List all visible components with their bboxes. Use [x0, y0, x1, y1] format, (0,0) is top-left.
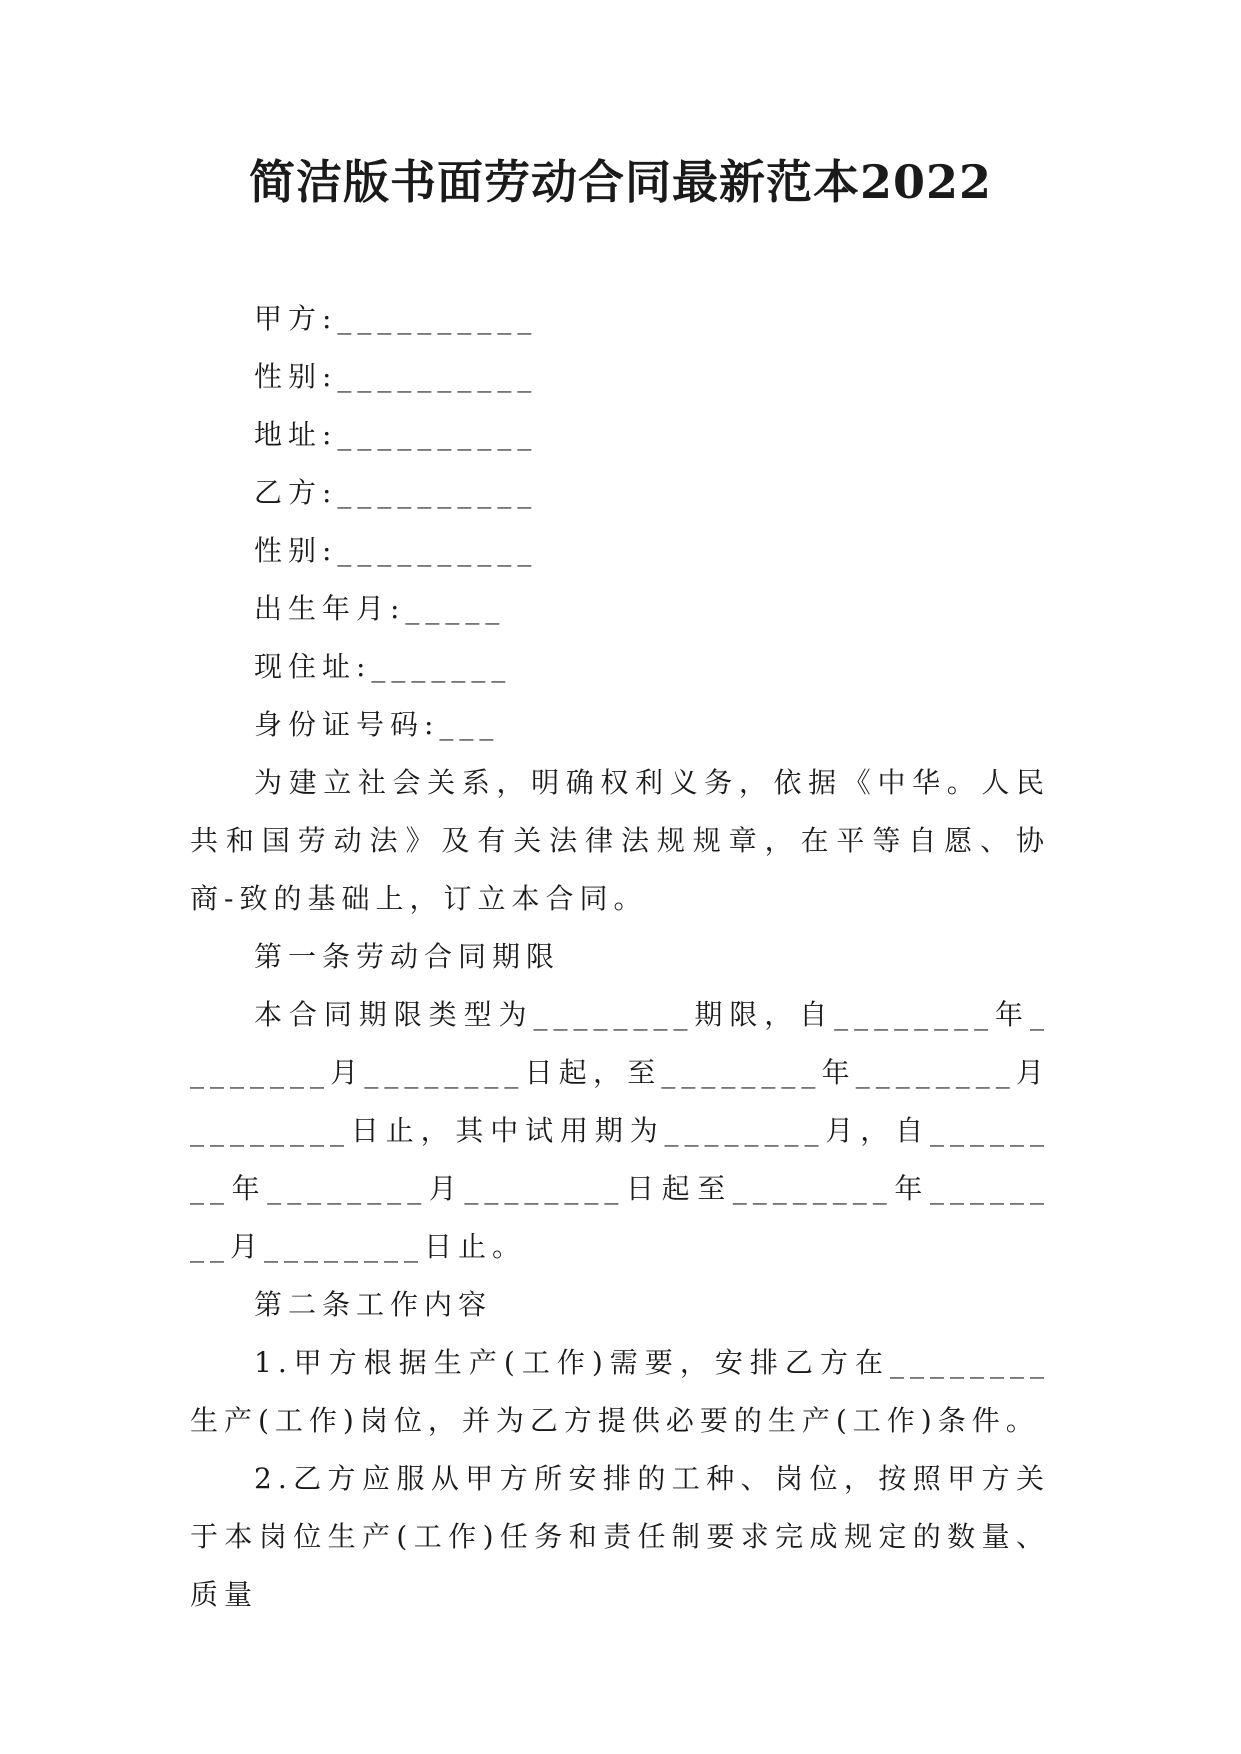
article-2-item-2: 2.乙方应服从甲方所安排的工种、岗位，按照甲方关于本岗位生产(工作)任务和责任制要求完成规定的数量、质量	[190, 1462, 1050, 1611]
field-birth-date: 出生年月:_____	[254, 592, 506, 625]
field-id-number: 身份证号码:___	[254, 708, 500, 741]
field-current-address: 现住址:_______	[254, 650, 512, 683]
article-2-heading: 第二条工作内容	[254, 1288, 493, 1321]
field-party-b: 乙方:__________	[254, 476, 538, 509]
field-address-a: 地址:__________	[254, 418, 538, 451]
article-1-text: 本合同期限类型为________期限，自________年________月________日起，至________年________月________日止，其中试用期为________月，自________年________月________日起至________年________月________日止。	[190, 998, 1050, 1263]
document-title: 简洁版书面劳动合同最新范本2022	[248, 155, 993, 209]
field-gender-a: 性别:__________	[254, 360, 538, 393]
field-gender-b: 性别:__________	[254, 534, 538, 567]
field-party-a: 甲方:__________	[254, 302, 538, 335]
intro-paragraph: 为建立社会关系，明确权利义务，依据《中华。人民共和国劳动法》及有关法律法规规章，在平等自愿、协商-致的基础上，订立本合同。	[190, 766, 1050, 915]
article-1-heading: 第一条劳动合同期限	[254, 940, 561, 973]
document-body	[190, 290, 1050, 1624]
article-2-item-1: 1.甲方根据生产(工作)需要，安排乙方在________生产(工作)岗位，并为乙方提供必要的生产(工作)条件。	[190, 1346, 1050, 1437]
